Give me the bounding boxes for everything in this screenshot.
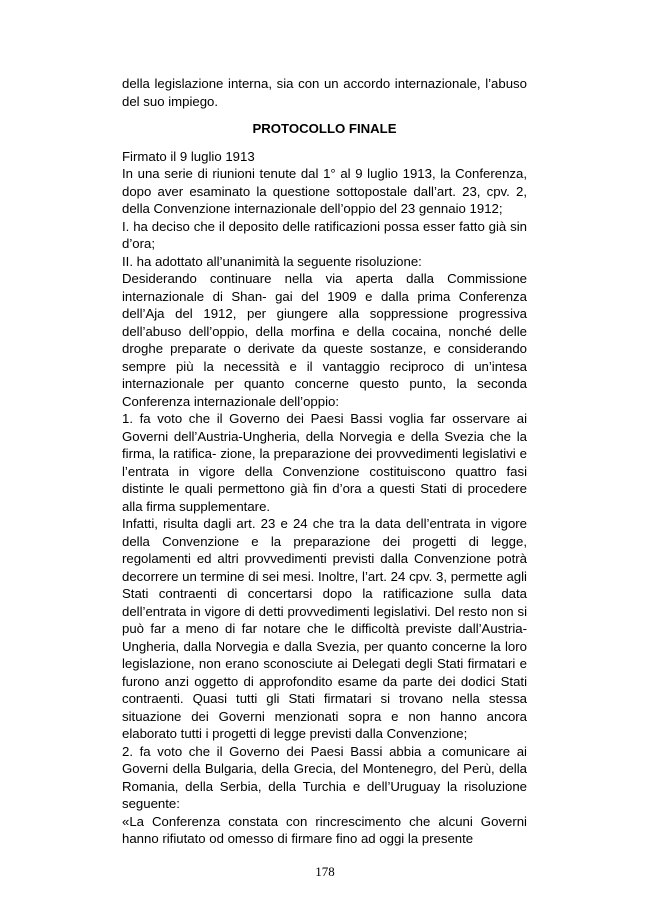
paragraph-explanation: Infatti, risulta dagli art. 23 e 24 che tra la data dell’entrata in vigore della Convenzione e la preparazione dei progetti di legge, regolamenti ed altri provvedimenti previsti dalla Convenzione potrà decorrere un termine di sei mesi. Inoltre, l’art. 24 cpv. 3, permette agli Stati contraenti di concertarsi dopo la ratificazione sulla data dell’entrata in vigore di detti provvedimenti legislativi. Del resto non si può far a meno di far notare che le difficoltà previste dall’Austria-Ungheria, dalla Norvegia e dalla Svezia, per quanto concerne la loro legislazione, non erano sconosciute ai Delegati degli Stati firmatari e furono anzi oggetto di approfondito esame da parte dei dodici Stati contraenti. Quasi tutti gli Stati firmatari si trovano nella stessa situazione dei Governi menzionati sopra e non hanno ancora elaborato tutti i progetti di legge previsti dalla Convenzione;	[122, 516, 527, 741]
paragraph-vote-1: 1. fa voto che il Governo dei Paesi Bassi voglia far osservare ai Governi dell’Austria-Ungheria, della Norvegia e della Svezia che la firma, la ratifica- zione, la preparazione dei provvedimenti legislativi e l’entrata in vigore della Convenzione costituiscono quattro fasi distinte le quali permettono già fin d’ora a questi Stati di procedere alla firma supplementare.	[122, 411, 527, 514]
paragraph-resolution: Desiderando continuare nella via aperta dalla Commissione internazionale di Shan- gai del 1909 e dalla prima Conferenza dell’Aja del 1912, per giungere alla soppressione progressiva dell’abuso dell’oppio, della morfina e della cocaina, nonché delle droghe preparate o derivate da queste sostanze, e considerando sempre più la necessità e il vantaggio reciproco di un’intesa internazionale per quanto concerne questo punto, la seconda Conferenza internazionale dell’oppio:	[122, 271, 527, 409]
document-body	[122, 75, 527, 848]
section-title: PROTOCOLLO FINALE	[252, 121, 397, 136]
paragraph-point-1: I. ha deciso che il deposito delle ratificazioni possa esser fatto già sin d’ora;	[122, 218, 527, 251]
signature-date: Firmato il 9 luglio 1913	[122, 148, 255, 164]
paragraph-point-2: II. ha adottato all’unanimità la seguente risoluzione:	[122, 253, 422, 269]
paragraph-intro: In una serie di riunioni tenute dal 1° al 9 luglio 1913, la Conferenza, dopo aver esaminato la questione sottopostale dall’art. 23, cpv. 2, della Convenzione internazionale dell’oppio del 23 gennaio 1912;	[122, 166, 527, 216]
paragraph-vote-2: 2. fa voto che il Governo dei Paesi Bassi abbia a comunicare ai Governi della Bulgaria, della Grecia, del Montenegro, del Perù, della Romania, della Serbia, della Turchia e dell’Uruguay la risoluzione seguente:	[122, 743, 527, 811]
paragraph-continuation: della legislazione interna, sia con un accordo internazionale, l’abuso del suo impiego.	[122, 76, 527, 109]
paragraph-quote: «La Conferenza constata con rincrescimento che alcuni Governi hanno rifiutato od omesso di firmare fino ad oggi la presente	[122, 813, 527, 846]
page-number: 178	[315, 864, 335, 879]
